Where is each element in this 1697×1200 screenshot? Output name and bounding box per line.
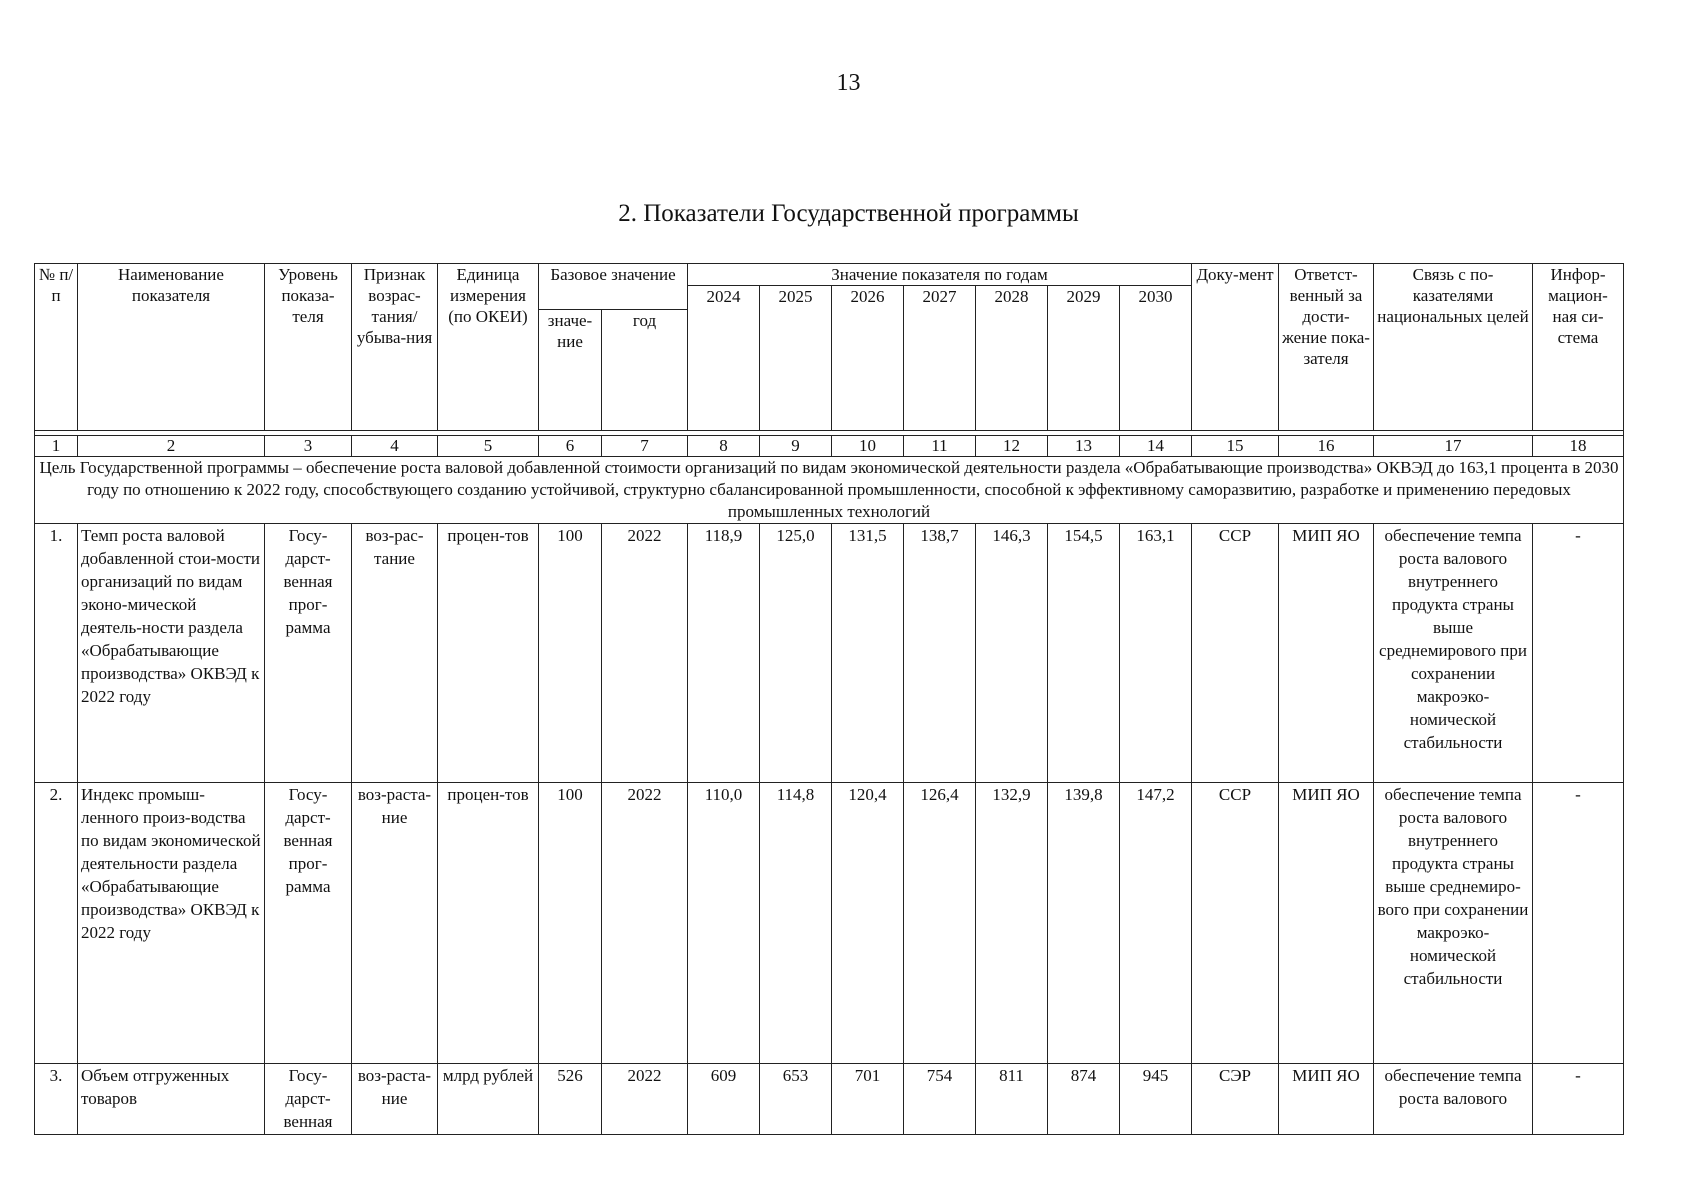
base-value: 100 [539, 783, 602, 1064]
indicator-unit: процен-тов [438, 524, 539, 783]
year-value: 874 [1048, 1064, 1120, 1135]
year-value: 138,7 [904, 524, 976, 783]
responsible-body: МИП ЯО [1279, 783, 1374, 1064]
year-value: 754 [904, 1064, 976, 1135]
row-number: 2. [35, 783, 78, 1064]
indicator-trend: воз-рас-тание [352, 524, 438, 783]
year-value: 653 [760, 1064, 832, 1135]
year-value: 110,0 [688, 783, 760, 1064]
header-unit: Единица измерения (по ОКЕИ) [438, 264, 539, 431]
year-value: 114,8 [760, 783, 832, 1064]
column-number: 11 [904, 436, 976, 457]
national-goal-link: обеспечение темпа роста валового внутреннего продукта страны выше среднемиро-вого при сохранении макроэко-номической стабильности [1374, 783, 1533, 1064]
header-year: 2030 [1120, 286, 1192, 431]
column-number: 18 [1533, 436, 1624, 457]
column-number: 8 [688, 436, 760, 457]
year-value: 125,0 [760, 524, 832, 783]
indicator-trend: воз-раста-ние [352, 783, 438, 1064]
indicator-trend: воз-раста-ние [352, 1064, 438, 1135]
header-base-year: год [602, 310, 688, 431]
column-numbers-row [35, 436, 1624, 457]
column-number: 7 [602, 436, 688, 457]
indicator-level: Госу-дарст-венная [265, 1064, 352, 1135]
year-value: 609 [688, 1064, 760, 1135]
info-system: - [1533, 1064, 1624, 1135]
indicator-document: ССР [1192, 783, 1279, 1064]
year-value: 126,4 [904, 783, 976, 1064]
header-by-years: Значение показателя по годам [688, 264, 1192, 286]
column-number: 3 [265, 436, 352, 457]
header-year: 2026 [832, 286, 904, 431]
base-year: 2022 [602, 1064, 688, 1135]
row-number: 1. [35, 524, 78, 783]
column-number: 17 [1374, 436, 1533, 457]
column-number: 5 [438, 436, 539, 457]
year-value: 811 [976, 1064, 1048, 1135]
column-number: 10 [832, 436, 904, 457]
column-number: 13 [1048, 436, 1120, 457]
responsible-body: МИП ЯО [1279, 524, 1374, 783]
header-base-value: значе-ние [539, 310, 602, 431]
year-value: 163,1 [1120, 524, 1192, 783]
table-row [35, 1064, 1624, 1135]
page-number: 13 [836, 70, 861, 96]
header-base: Базовое значение [539, 264, 688, 310]
header-national-goals: Связь с по-казателями национальных целей [1374, 264, 1533, 431]
column-number: 12 [976, 436, 1048, 457]
indicators-table [34, 263, 1624, 1135]
national-goal-link: обеспечение темпа роста валового [1374, 1064, 1533, 1135]
column-number: 4 [352, 436, 438, 457]
year-value: 139,8 [1048, 783, 1120, 1064]
document-title: 2. Показатели Государственной программы [618, 200, 1079, 227]
base-value: 526 [539, 1064, 602, 1135]
header-name: Наименование показателя [78, 264, 265, 431]
indicator-level: Госу-дарст-венная прог-рамма [265, 524, 352, 783]
base-value: 100 [539, 524, 602, 783]
column-number: 9 [760, 436, 832, 457]
responsible-body: МИП ЯО [1279, 1064, 1374, 1135]
header-level: Уровень показа-теля [265, 264, 352, 431]
year-value: 154,5 [1048, 524, 1120, 783]
indicator-unit: млрд рублей [438, 1064, 539, 1135]
column-number: 14 [1120, 436, 1192, 457]
year-value: 120,4 [832, 783, 904, 1064]
indicator-document: ССР [1192, 524, 1279, 783]
column-number: 16 [1279, 436, 1374, 457]
national-goal-link: обеспечение темпа роста валового внутреннего продукта страны выше среднемирового при сохранении макроэко-номической стабильности [1374, 524, 1533, 783]
row-number: 3. [35, 1064, 78, 1135]
header-responsible: Ответст-венный за дости-жение пока-зателя [1279, 264, 1374, 431]
indicator-name: Темп роста валовой добавленной стои-мости организаций по видам эконо-мической деятель-ности раздела «Обрабатывающие производства» ОКВЭД к 2022 году [78, 524, 265, 783]
header-num: № п/п [35, 264, 78, 431]
year-value: 132,9 [976, 783, 1048, 1064]
year-value: 118,9 [688, 524, 760, 783]
base-year: 2022 [602, 524, 688, 783]
year-value: 701 [832, 1064, 904, 1135]
year-value: 147,2 [1120, 783, 1192, 1064]
header-year: 2027 [904, 286, 976, 431]
year-value: 131,5 [832, 524, 904, 783]
program-goal: Цель Государственной программы – обеспечение роста валовой добавленной стоимости организаций по видам экономической деятельности раздела «Обрабатывающие производства» ОКВЭД до 163,1 процента в 2030 году по отношению к 2022 году, способствующего созданию устойчивой, структурно сбалансированной промышленности, способной к эффективному саморазвитию, разработке и применению передовых промышленных технологий [35, 457, 1624, 524]
base-year: 2022 [602, 783, 688, 1064]
header-year: 2029 [1048, 286, 1120, 431]
header-year: 2025 [760, 286, 832, 431]
indicator-level: Госу-дарст-венная прог-рамма [265, 783, 352, 1064]
info-system: - [1533, 524, 1624, 783]
info-system: - [1533, 783, 1624, 1064]
header-year: 2024 [688, 286, 760, 431]
indicator-document: СЭР [1192, 1064, 1279, 1135]
column-number: 2 [78, 436, 265, 457]
table-row [35, 783, 1624, 1064]
header-doc: Доку-мент [1192, 264, 1279, 431]
header-year: 2028 [976, 286, 1048, 431]
year-value: 146,3 [976, 524, 1048, 783]
column-number: 6 [539, 436, 602, 457]
column-number: 1 [35, 436, 78, 457]
header-trend: Признак возрас-тания/ убыва-ния [352, 264, 438, 431]
indicator-name: Индекс промыш-ленного произ-водства по видам экономической деятельности раздела «Обрабатывающие производства» ОКВЭД к 2022 году [78, 783, 265, 1064]
year-value: 945 [1120, 1064, 1192, 1135]
table-row [35, 524, 1624, 783]
indicator-unit: процен-тов [438, 783, 539, 1064]
column-number: 15 [1192, 436, 1279, 457]
indicator-name: Объем отгруженных товаров [78, 1064, 265, 1135]
header-info-system: Инфор-мацион-ная си-стема [1533, 264, 1624, 431]
